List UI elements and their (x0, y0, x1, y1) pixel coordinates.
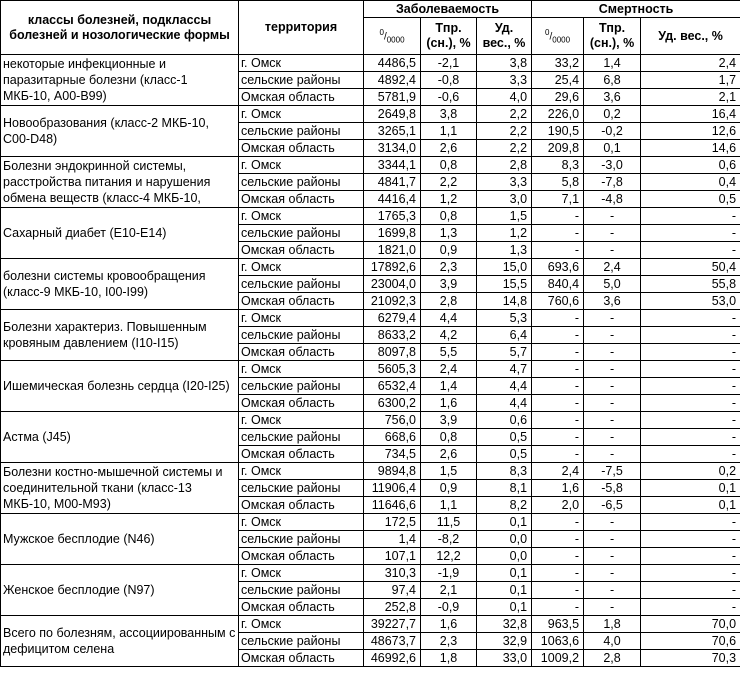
mortality-tpr-cell: 5,0 (584, 276, 641, 293)
mortality-ud-cell: - (641, 599, 740, 616)
morbidity-ud-cell: 0,1 (477, 565, 532, 582)
mortality-ud-cell: 0,6 (641, 157, 740, 174)
disease-class-cell: Женское бесплодие (N97) (1, 565, 239, 616)
mortality-ud-cell: 50,4 (641, 259, 740, 276)
territory-cell: сельские районы (239, 174, 364, 191)
territory-cell: г. Омск (239, 565, 364, 582)
morbidity-rate-cell: 8097,8 (364, 344, 421, 361)
territory-cell: г. Омск (239, 55, 364, 72)
morbidity-tpr-cell: 1,5 (421, 463, 477, 480)
mortality-ud-cell: 12,6 (641, 123, 740, 140)
mortality-rate-cell: 226,0 (532, 106, 584, 123)
mortality-tpr-cell: -4,8 (584, 191, 641, 208)
morbidity-tpr-cell: 2,2 (421, 174, 477, 191)
morbidity-ud-cell: 32,8 (477, 616, 532, 633)
morbidity-ud-cell: 5,7 (477, 344, 532, 361)
territory-cell: Омская область (239, 242, 364, 259)
mortality-tpr-cell: -7,8 (584, 174, 641, 191)
morbidity-rate-cell: 4841,7 (364, 174, 421, 191)
morbidity-rate-cell: 23004,0 (364, 276, 421, 293)
morbidity-tpr-cell: 2,4 (421, 361, 477, 378)
morbidity-rate-cell: 39227,7 (364, 616, 421, 633)
morbidity-rate-cell: 1821,0 (364, 242, 421, 259)
territory-cell: г. Омск (239, 514, 364, 531)
disease-class-cell: Астма (J45) (1, 412, 239, 463)
morbidity-ud-cell: 3,3 (477, 72, 532, 89)
mortality-rate-cell: - (532, 548, 584, 565)
morbidity-ud-cell: 32,9 (477, 633, 532, 650)
morbidity-rate-cell: 21092,3 (364, 293, 421, 310)
morbidity-rate-cell: 11906,4 (364, 480, 421, 497)
mortality-ud-cell: - (641, 582, 740, 599)
mortality-ud-cell: - (641, 310, 740, 327)
morbidity-ud-cell: 6,4 (477, 327, 532, 344)
morbidity-ud-cell: 3,8 (477, 55, 532, 72)
mortality-rate-cell: - (532, 395, 584, 412)
morbidity-ud-cell: 14,8 (477, 293, 532, 310)
morbidity-ud-cell: 8,2 (477, 497, 532, 514)
morbidity-tpr-cell: 2,6 (421, 140, 477, 157)
mortality-rate-cell: - (532, 429, 584, 446)
morbidity-tpr-cell: 1,1 (421, 123, 477, 140)
territory-cell: г. Омск (239, 259, 364, 276)
morbidity-ud-cell: 15,0 (477, 259, 532, 276)
morbidity-tpr-cell: 0,8 (421, 157, 477, 174)
mortality-tpr-cell: - (584, 344, 641, 361)
mortality-rate-cell: - (532, 242, 584, 259)
mortality-rate-cell: 1009,2 (532, 650, 584, 667)
morbidity-rate-cell: 3344,1 (364, 157, 421, 174)
morbidity-rate-cell: 8633,2 (364, 327, 421, 344)
morbidity-ud-header: Уд. вес., % (477, 18, 532, 55)
mortality-ud-cell: - (641, 565, 740, 582)
mortality-tpr-cell: - (584, 378, 641, 395)
morbidity-ud-cell: 0,1 (477, 514, 532, 531)
mortality-ud-cell: 0,5 (641, 191, 740, 208)
table-row (1, 55, 740, 72)
morbidity-ud-cell: 0,5 (477, 446, 532, 463)
table-body (1, 55, 740, 667)
mortality-tpr-cell: - (584, 395, 641, 412)
mortality-ud-cell: - (641, 242, 740, 259)
territory-cell: Омская область (239, 191, 364, 208)
mortality-tpr-cell: - (584, 565, 641, 582)
mortality-rate-cell: 1,6 (532, 480, 584, 497)
territory-cell: сельские районы (239, 276, 364, 293)
territory-cell: г. Омск (239, 208, 364, 225)
mortality-tpr-cell: - (584, 582, 641, 599)
territory-cell: Омская область (239, 293, 364, 310)
mortality-tpr-cell: - (584, 446, 641, 463)
mortality-tpr-cell: -5,8 (584, 480, 641, 497)
morbidity-ud-cell: 2,2 (477, 106, 532, 123)
mortality-rate-cell: 2,4 (532, 463, 584, 480)
mortality-ud-cell: - (641, 378, 740, 395)
mortality-ud-cell: - (641, 548, 740, 565)
morbidity-rate-cell: 3265,1 (364, 123, 421, 140)
mortality-ud-cell: 2,4 (641, 55, 740, 72)
disease-class-cell: Сахарный диабет (Е10-Е14) (1, 208, 239, 259)
morbidity-tpr-cell: 1,8 (421, 650, 477, 667)
morbidity-rate-cell: 172,5 (364, 514, 421, 531)
mortality-tpr-cell: 2,8 (584, 650, 641, 667)
disease-class-cell: Ишемическая болезнь сердца (I20-I25) (1, 361, 239, 412)
mortality-ud-cell: 0,1 (641, 497, 740, 514)
morbidity-tpr-cell: 1,1 (421, 497, 477, 514)
table-row (1, 106, 740, 123)
mortality-tpr-cell: - (584, 310, 641, 327)
mortality-rate-cell: - (532, 565, 584, 582)
morbidity-ud-cell: 0,0 (477, 531, 532, 548)
morbidity-rate-cell: 668,6 (364, 429, 421, 446)
territory-cell: Омская область (239, 446, 364, 463)
morbidity-ud-cell: 4,7 (477, 361, 532, 378)
morbidity-rate-cell: 107,1 (364, 548, 421, 565)
morbidity-rate-cell: 48673,7 (364, 633, 421, 650)
mortality-tpr-cell: -0,2 (584, 123, 641, 140)
morbidity-tpr-cell: 3,9 (421, 276, 477, 293)
morbidity-ud-cell: 0,1 (477, 599, 532, 616)
mortality-tpr-cell: 0,2 (584, 106, 641, 123)
mortality-rate-cell: - (532, 225, 584, 242)
mortality-ud-cell: 70,0 (641, 616, 740, 633)
mortality-tpr-cell: 0,1 (584, 140, 641, 157)
mortality-tpr-cell: - (584, 327, 641, 344)
mortality-rate-cell: 7,1 (532, 191, 584, 208)
table-row (1, 412, 740, 429)
morbidity-ud-cell: 1,3 (477, 242, 532, 259)
mortality-ud-cell: - (641, 446, 740, 463)
mortality-rate-cell: - (532, 531, 584, 548)
mortality-ud-cell: - (641, 225, 740, 242)
morbidity-tpr-cell: 2,1 (421, 582, 477, 599)
mortality-header: Смертность (532, 1, 740, 18)
morbidity-tpr-cell: 0,8 (421, 429, 477, 446)
morbidity-header: Заболеваемость (364, 1, 532, 18)
territory-cell: сельские районы (239, 531, 364, 548)
morbidity-ud-cell: 2,2 (477, 123, 532, 140)
mortality-ud-cell: 1,7 (641, 72, 740, 89)
table-row (1, 361, 740, 378)
mortality-ud-cell: - (641, 412, 740, 429)
morbidity-ud-cell: 0,5 (477, 429, 532, 446)
morbidity-ud-cell: 0,0 (477, 548, 532, 565)
morbidity-rate-cell: 1,4 (364, 531, 421, 548)
morbidity-tpr-cell: 1,3 (421, 225, 477, 242)
morbidity-tpr-cell: 4,4 (421, 310, 477, 327)
mortality-rate-cell: 209,8 (532, 140, 584, 157)
morbidity-ud-cell: 4,4 (477, 395, 532, 412)
morbidity-ud-cell: 3,3 (477, 174, 532, 191)
mortality-rate-cell: - (532, 446, 584, 463)
territory-cell: сельские районы (239, 225, 364, 242)
morbidity-rate-cell: 97,4 (364, 582, 421, 599)
mortality-rate-cell: 25,4 (532, 72, 584, 89)
disease-class-cell: Новообразования (класс-2 МКБ-10, С00-D48) (1, 106, 239, 157)
morbidity-rate-cell: 734,5 (364, 446, 421, 463)
morbidity-rate-cell: 310,3 (364, 565, 421, 582)
table-row (1, 208, 740, 225)
morbidity-tpr-cell: 2,3 (421, 633, 477, 650)
territory-cell: Омская область (239, 599, 364, 616)
table-row (1, 310, 740, 327)
mortality-ud-cell: 2,1 (641, 89, 740, 106)
mortality-rate-cell: - (532, 582, 584, 599)
morbidity-tpr-cell: 5,5 (421, 344, 477, 361)
morbidity-rate-cell: 6532,4 (364, 378, 421, 395)
mortality-tpr-cell: - (584, 514, 641, 531)
territory-cell: г. Омск (239, 616, 364, 633)
mortality-tpr-cell: - (584, 599, 641, 616)
mortality-rate-cell: 760,6 (532, 293, 584, 310)
territory-cell: сельские районы (239, 480, 364, 497)
mortality-rate-cell: - (532, 412, 584, 429)
mortality-tpr-cell: - (584, 548, 641, 565)
territory-cell: Омская область (239, 140, 364, 157)
mortality-tpr-cell: - (584, 412, 641, 429)
mortality-rate-cell: 33,2 (532, 55, 584, 72)
morbidity-rate-cell: 5781,9 (364, 89, 421, 106)
disease-class-cell: Мужское бесплодие (N46) (1, 514, 239, 565)
territory-cell: сельские районы (239, 327, 364, 344)
mortality-tpr-cell: -6,5 (584, 497, 641, 514)
mortality-ud-cell: 0,4 (641, 174, 740, 191)
morbidity-ud-cell: 5,3 (477, 310, 532, 327)
mortality-ud-cell: - (641, 208, 740, 225)
morbidity-tpr-cell: 1,6 (421, 616, 477, 633)
morbidity-rate-cell: 4416,4 (364, 191, 421, 208)
mortality-rate-cell: - (532, 514, 584, 531)
morbidity-ud-cell: 8,3 (477, 463, 532, 480)
mortality-rate-header: $^0/_{0000}$ (532, 18, 584, 55)
mortality-rate-cell: 5,8 (532, 174, 584, 191)
morbidity-tpr-cell: 2,8 (421, 293, 477, 310)
morbidity-rate-cell: 2649,8 (364, 106, 421, 123)
morbidity-rate-cell: 1699,8 (364, 225, 421, 242)
morbidity-tpr-cell: -1,9 (421, 565, 477, 582)
morbidity-rate-cell: 4892,4 (364, 72, 421, 89)
mortality-ud-cell: - (641, 531, 740, 548)
mortality-tpr-cell: 3,6 (584, 293, 641, 310)
disease-class-cell: некоторые инфекционные и паразитарные болезни (класс-1 МКБ-10, А00-В99) (1, 55, 239, 106)
mortality-tpr-header: Тпр.(сн.), % (584, 18, 641, 55)
morbidity-tpr-cell: 12,2 (421, 548, 477, 565)
mortality-ud-cell: 0,1 (641, 480, 740, 497)
morbidity-rate-cell: 5605,3 (364, 361, 421, 378)
territory-cell: г. Омск (239, 412, 364, 429)
territory-column-header: территория (239, 1, 364, 55)
mortality-ud-cell: - (641, 361, 740, 378)
mortality-tpr-cell: 4,0 (584, 633, 641, 650)
morbidity-rate-cell: 756,0 (364, 412, 421, 429)
mortality-ud-cell: 14,6 (641, 140, 740, 157)
mortality-ud-cell: 70,3 (641, 650, 740, 667)
morbidity-rate-cell: 9894,8 (364, 463, 421, 480)
territory-cell: сельские районы (239, 378, 364, 395)
territory-cell: г. Омск (239, 310, 364, 327)
territory-cell: сельские районы (239, 72, 364, 89)
morbidity-rate-cell: 3134,0 (364, 140, 421, 157)
mortality-rate-cell: - (532, 378, 584, 395)
mortality-tpr-cell: 6,8 (584, 72, 641, 89)
territory-cell: г. Омск (239, 157, 364, 174)
territory-cell: сельские районы (239, 633, 364, 650)
mortality-rate-cell: - (532, 361, 584, 378)
morbidity-ud-cell: 1,5 (477, 208, 532, 225)
mortality-tpr-cell: -7,5 (584, 463, 641, 480)
table-header (1, 1, 740, 55)
disease-class-cell: болезни системы кровообращения (класс-9 МКБ-10, I00-I99) (1, 259, 239, 310)
mortality-rate-cell: - (532, 208, 584, 225)
morbidity-rate-cell: 17892,6 (364, 259, 421, 276)
disease-class-cell: Всего по болезням, ассоциированным с дефицитом селена (1, 616, 239, 667)
territory-cell: сельские районы (239, 582, 364, 599)
territory-cell: Омская область (239, 650, 364, 667)
morbidity-tpr-cell: 0,9 (421, 242, 477, 259)
mortality-rate-cell: 963,5 (532, 616, 584, 633)
mortality-rate-cell: 1063,6 (532, 633, 584, 650)
mortality-rate-cell: 840,4 (532, 276, 584, 293)
class-column-header: классы болезней, подклассы болезней и нозологические формы (1, 1, 239, 55)
morbidity-ud-cell: 2,8 (477, 157, 532, 174)
disease-class-cell: Болезни эндокринной системы, расстройства питания и нарушения обмена веществ (класс-4 МКБ-10, (1, 157, 239, 208)
mortality-rate-cell: 190,5 (532, 123, 584, 140)
mortality-tpr-cell: 1,8 (584, 616, 641, 633)
morbidity-ud-cell: 0,1 (477, 582, 532, 599)
morbidity-tpr-cell: 11,5 (421, 514, 477, 531)
morbidity-tpr-cell: 3,9 (421, 412, 477, 429)
mortality-tpr-cell: - (584, 225, 641, 242)
mortality-ud-cell: 55,8 (641, 276, 740, 293)
mortality-tpr-cell: -3,0 (584, 157, 641, 174)
mortality-ud-cell: 0,2 (641, 463, 740, 480)
morbidity-ud-cell: 8,1 (477, 480, 532, 497)
morbidity-rate-cell: 252,8 (364, 599, 421, 616)
mortality-rate-cell: - (532, 310, 584, 327)
morbidity-ud-cell: 1,2 (477, 225, 532, 242)
mortality-tpr-cell: 1,4 (584, 55, 641, 72)
morbidity-ud-cell: 15,5 (477, 276, 532, 293)
morbidity-tpr-cell: -2,1 (421, 55, 477, 72)
mortality-ud-cell: - (641, 514, 740, 531)
mortality-tpr-cell: - (584, 361, 641, 378)
mortality-ud-cell: - (641, 395, 740, 412)
morbidity-ud-cell: 3,0 (477, 191, 532, 208)
mortality-tpr-cell: 3,6 (584, 89, 641, 106)
morbidity-tpr-cell: -0,8 (421, 72, 477, 89)
mortality-ud-cell: - (641, 344, 740, 361)
morbidity-tpr-cell: 3,8 (421, 106, 477, 123)
mortality-ud-cell: - (641, 429, 740, 446)
territory-cell: Омская область (239, 89, 364, 106)
morbidity-tpr-cell: 4,2 (421, 327, 477, 344)
territory-cell: г. Омск (239, 361, 364, 378)
mortality-ud-header: Уд. вес., % (641, 18, 740, 55)
mortality-ud-cell: 53,0 (641, 293, 740, 310)
morbidity-ud-cell: 2,2 (477, 140, 532, 157)
table-row (1, 463, 740, 480)
morbidity-rate-cell: 46992,6 (364, 650, 421, 667)
morbidity-tpr-cell: 2,3 (421, 259, 477, 276)
mortality-rate-cell: - (532, 344, 584, 361)
mortality-ud-cell: - (641, 327, 740, 344)
morbidity-tpr-header: Тпр.(сн.), % (421, 18, 477, 55)
territory-cell: сельские районы (239, 123, 364, 140)
morbidity-tpr-cell: 1,6 (421, 395, 477, 412)
morbidity-rate-cell: 11646,6 (364, 497, 421, 514)
table-row (1, 514, 740, 531)
morbidity-rate-cell: 6279,4 (364, 310, 421, 327)
mortality-rate-cell: 8,3 (532, 157, 584, 174)
territory-cell: г. Омск (239, 463, 364, 480)
morbidity-rate-cell: 6300,2 (364, 395, 421, 412)
morbidity-tpr-cell: 0,8 (421, 208, 477, 225)
mortality-rate-cell: - (532, 327, 584, 344)
territory-cell: Омская область (239, 395, 364, 412)
mortality-ud-cell: 70,6 (641, 633, 740, 650)
territory-cell: г. Омск (239, 106, 364, 123)
morbidity-tpr-cell: 1,2 (421, 191, 477, 208)
morbidity-ud-cell: 4,0 (477, 89, 532, 106)
morbidity-tpr-cell: 1,4 (421, 378, 477, 395)
mortality-tpr-cell: - (584, 429, 641, 446)
morbidity-tpr-cell: -0,9 (421, 599, 477, 616)
mortality-rate-cell: 693,6 (532, 259, 584, 276)
morbidity-ud-cell: 0,6 (477, 412, 532, 429)
mortality-rate-cell: 2,0 (532, 497, 584, 514)
mortality-ud-cell: 16,4 (641, 106, 740, 123)
morbidity-ud-cell: 33,0 (477, 650, 532, 667)
mortality-tpr-cell: 2,4 (584, 259, 641, 276)
table-row (1, 157, 740, 174)
mortality-rate-cell: 29,6 (532, 89, 584, 106)
mortality-rate-cell: - (532, 599, 584, 616)
mortality-tpr-cell: - (584, 208, 641, 225)
morbidity-tpr-cell: 0,9 (421, 480, 477, 497)
table-row (1, 565, 740, 582)
territory-cell: Омская область (239, 548, 364, 565)
territory-cell: Омская область (239, 344, 364, 361)
disease-class-cell: Болезни костно-мышечной системы и соединительной ткани (класс-13 МКБ-10, М00-М93) (1, 463, 239, 514)
morbidity-tpr-cell: -8,2 (421, 531, 477, 548)
disease-class-cell: Болезни характериз. Повышенным кровяным давлением (I10-I15) (1, 310, 239, 361)
table-row (1, 259, 740, 276)
territory-cell: Омская область (239, 497, 364, 514)
mortality-tpr-cell: - (584, 242, 641, 259)
territory-cell: сельские районы (239, 429, 364, 446)
morbidity-rate-cell: 4486,5 (364, 55, 421, 72)
morbidity-ud-cell: 4,4 (477, 378, 532, 395)
morbidity-tpr-cell: 2,6 (421, 446, 477, 463)
morbidity-tpr-cell: -0,6 (421, 89, 477, 106)
mortality-tpr-cell: - (584, 531, 641, 548)
table-row (1, 616, 740, 633)
morbidity-rate-cell: 1765,3 (364, 208, 421, 225)
morbidity-rate-header: $^0/_{0000}$ (364, 18, 421, 55)
